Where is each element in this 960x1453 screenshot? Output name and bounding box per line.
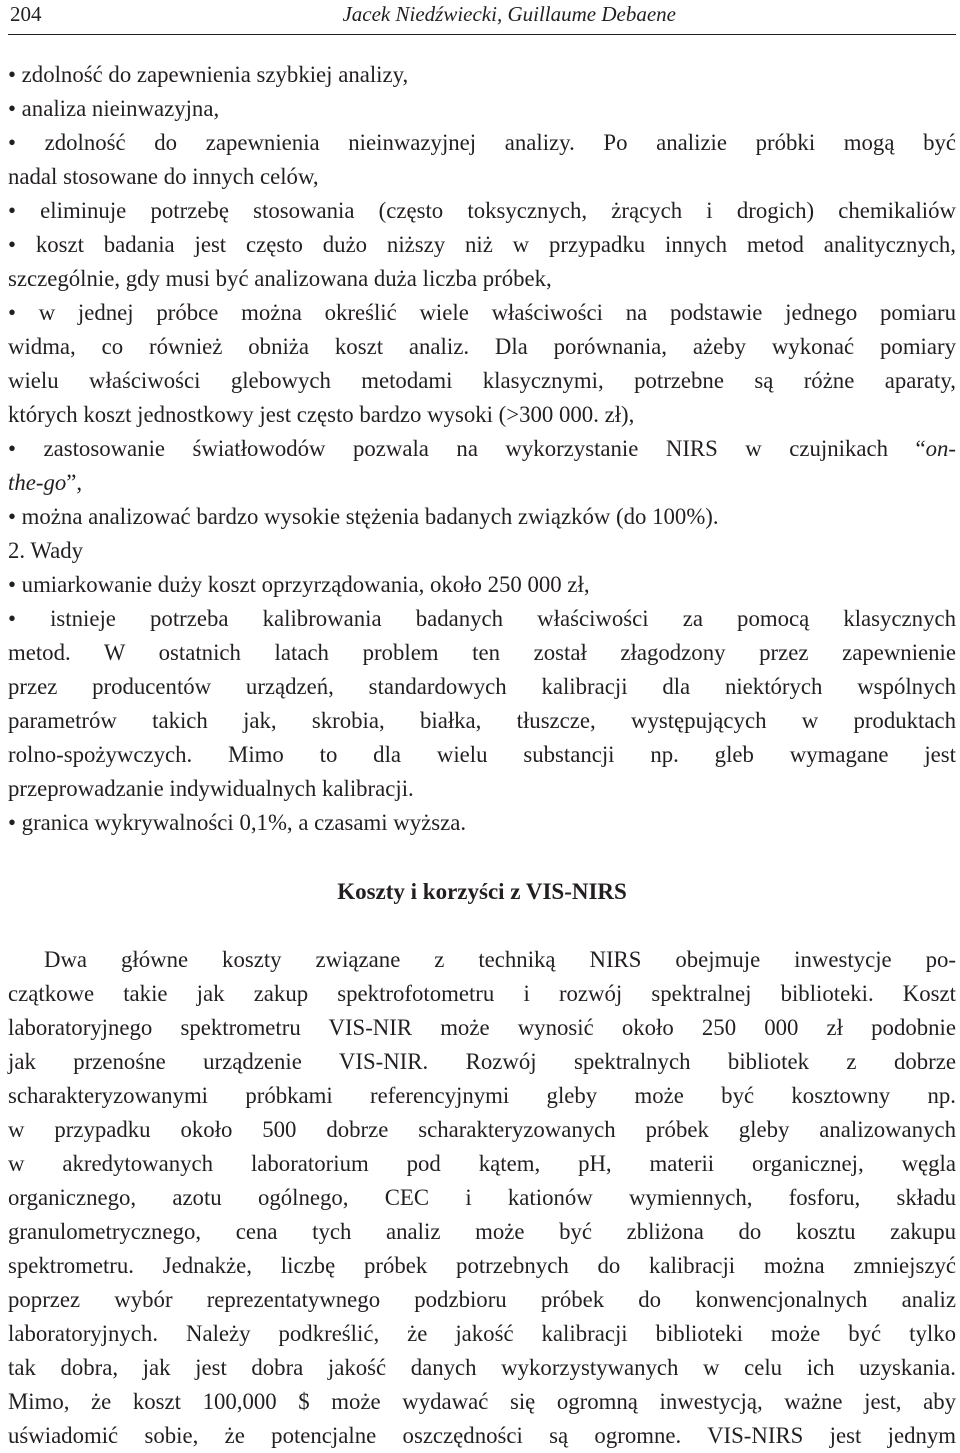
body-paragraph bbox=[8, 943, 956, 1453]
text-line: wielu właściwości glebowych metodami klasycznymi, potrzebne są różne aparaty, bbox=[8, 368, 956, 393]
text-line: • istnieje potrzeba kalibrowania badanych właściwości za pomocą klasycznych bbox=[8, 606, 956, 631]
text-line: poprzez wybór reprezentatywnego podzbioru próbek do konwencjonalnych analiz bbox=[8, 1287, 956, 1312]
text-line: scharakteryzowanymi próbkami referencyjnymi gleby może być kosztowny np. bbox=[8, 1083, 956, 1108]
text-line: tak dobra, jak jest dobra jakość danych wykorzystywanych w celu ich uzyskania. bbox=[8, 1355, 956, 1380]
text-line bbox=[8, 432, 956, 466]
text-line-part: ”, bbox=[66, 470, 83, 495]
text-line: organicznego, azotu ogólnego, CEC i kationów wymiennych, fosforu, składu bbox=[8, 1185, 956, 1210]
text-line: • umiarkowanie duży koszt oprzyrządowania, około 250 000 zł, bbox=[8, 572, 590, 597]
text-line: rolno-spożywczych. Mimo to dla wielu substancji np. gleb wymagane jest bbox=[8, 742, 956, 767]
italic-term: the-go bbox=[8, 470, 67, 495]
disadvantages-list bbox=[8, 500, 956, 840]
text-line: czątkowe takie jak zakup spektrofotometru i rozwój spektralnej biblioteki. Koszt bbox=[8, 981, 956, 1006]
text-line: parametrów takich jak, skrobia, białka, tłuszcze, występujących w produktach bbox=[8, 708, 956, 733]
document-page bbox=[8, 0, 956, 1453]
section-heading: Koszty i korzyści z VIS-NIRS bbox=[337, 879, 627, 904]
page-number: 204 bbox=[10, 2, 42, 26]
text-line: widma, co również obniża koszt analiz. Dla porównania, ażeby wykonać pomiary bbox=[8, 334, 956, 359]
advantages-list bbox=[8, 58, 956, 432]
text-line: w akredytowanych laboratorium pod kątem, pH, materii organicznej, węgla bbox=[8, 1151, 956, 1176]
text-line: przez producentów urządzeń, standardowych kalibracji dla niektórych wspólnych bbox=[8, 674, 956, 699]
text-line: • można analizować bardzo wysokie stężenia badanych związków (do 100%). bbox=[8, 504, 719, 529]
text-line: granulometrycznego, cena tych analiz może być zbliżona do kosztu zakupu bbox=[8, 1219, 956, 1244]
text-line bbox=[8, 466, 956, 500]
text-line: • zdolność do zapewnienia szybkiej analizy, bbox=[8, 62, 409, 87]
text-line: szczególnie, gdy musi być analizowana duża liczba próbek, bbox=[8, 266, 552, 291]
text-line: Mimo, że koszt 100,000 $ może wydawać się ogromną inwestycją, ważne jest, aby bbox=[8, 1389, 956, 1414]
text-line: • analiza nieinwazyjna, bbox=[8, 96, 220, 121]
text-line: nadal stosowane do innych celów, bbox=[8, 164, 319, 189]
text-line: laboratoryjnego spektrometru VIS-NIR może wynosić około 250 000 zł podobnie bbox=[8, 1015, 956, 1040]
text-line: • koszt badania jest często dużo niższy niż w przypadku innych metod analitycznych, bbox=[8, 232, 956, 257]
text-line: • eliminuje potrzebę stosowania (często toksycznych, żrących i drogich) chemikaliów bbox=[8, 198, 956, 223]
text-line: uświadomić sobie, że potencjalne oszczędności są ogromne. VIS-NIRS jest jednym bbox=[8, 1423, 956, 1448]
text-line: laboratoryjnych. Należy podkreślić, że jakość kalibracji biblioteki może być tylko bbox=[8, 1321, 956, 1346]
text-line: Dwa główne koszty związane z techniką NIRS obejmuje inwestycje po- bbox=[44, 947, 956, 972]
text-line: • zdolność do zapewnienia nieinwazyjnej analizy. Po analizie próbki mogą być bbox=[8, 130, 956, 155]
text-line-part: • zastosowanie światłowodów pozwala na wykorzystanie NIRS w czujnikach “ bbox=[8, 436, 926, 461]
running-head: Jacek Niedźwiecki, Guillaume Debaene bbox=[342, 2, 676, 26]
text-line: jak przenośne urządzenie VIS-NIR. Rozwój spektralnych bibliotek z dobrze bbox=[8, 1049, 956, 1074]
page-header bbox=[8, 0, 956, 35]
italic-term: on- bbox=[925, 436, 956, 461]
text-line: 2. Wady bbox=[8, 538, 83, 563]
text-line: • w jednej próbce można określić wiele właściwości na podstawie jednego pomiaru bbox=[8, 300, 956, 325]
text-line: w przypadku około 500 dobrze scharakteryzowanych próbek gleby analizowanych bbox=[8, 1117, 956, 1142]
text-line: przeprowadzanie indywidualnych kalibracji. bbox=[8, 776, 414, 801]
text-line: metod. W ostatnich latach problem ten został złagodzony przez zapewnienie bbox=[8, 640, 956, 665]
text-line: • granica wykrywalności 0,1%, a czasami wyższa. bbox=[8, 810, 467, 835]
text-line: których koszt jednostkowy jest często bardzo wysoki (>300 000. zł), bbox=[8, 402, 635, 427]
text-line: spektrometru. Jednakże, liczbę próbek potrzebnych do kalibracji można zmniejszyć bbox=[8, 1253, 956, 1278]
